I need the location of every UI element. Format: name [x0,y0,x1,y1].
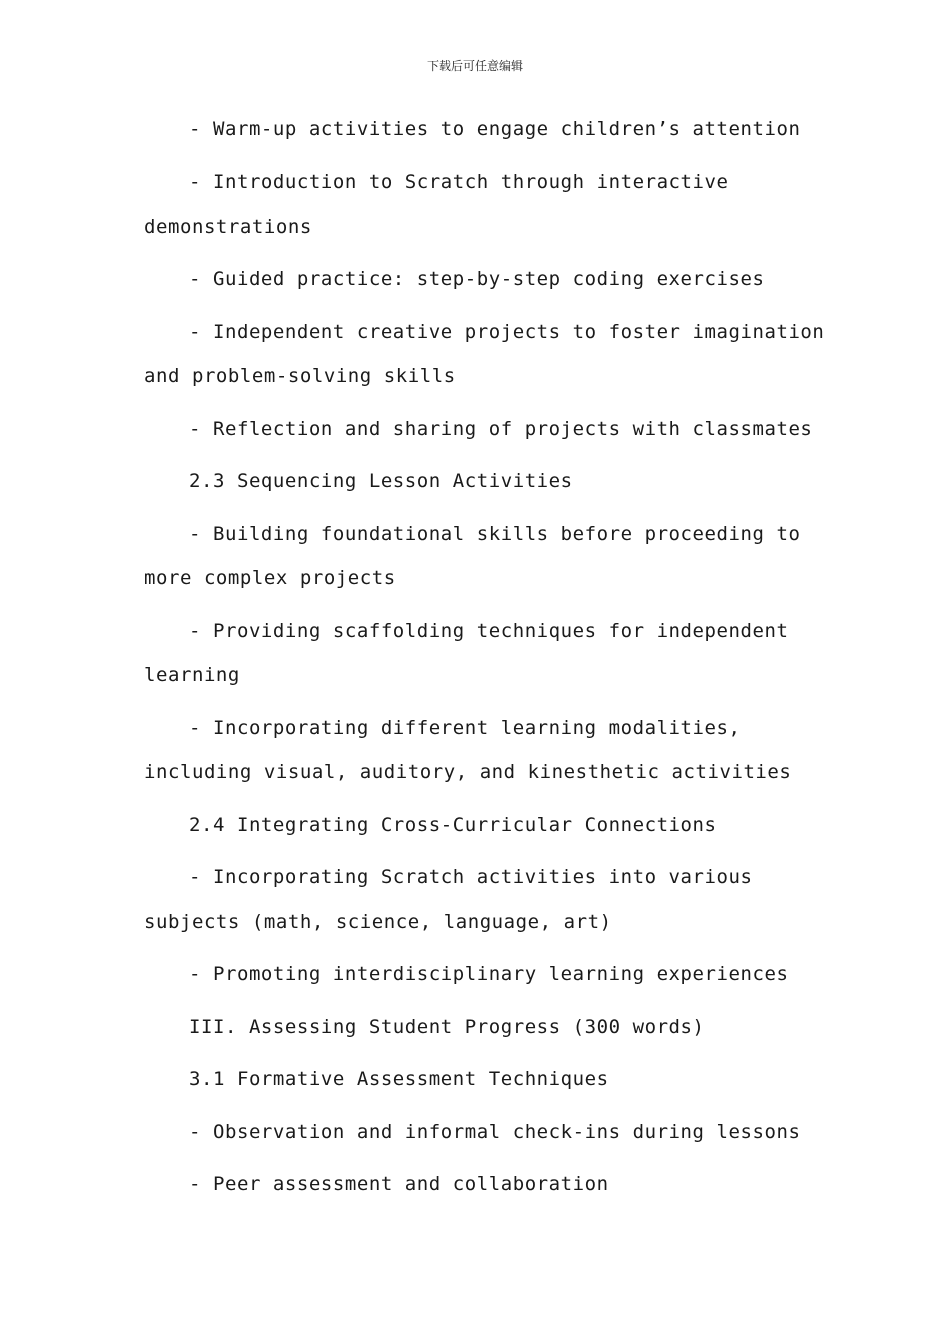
section-heading: 3.1 Formative Assessment Techniques [189,1068,609,1090]
continuation-line: demonstrations [144,216,312,238]
bullet-line: - Building foundational skills before proceeding to [189,523,801,545]
bullet-line: - Providing scaffolding techniques for independent [189,620,789,642]
continuation-line: learning [144,664,240,686]
page-header: 下载后可任意编辑 [426,59,523,73]
chapter-heading: III. Assessing Student Progress (300 words) [189,1016,705,1038]
bullet-line: - Incorporating Scratch activities into various [189,866,753,888]
continuation-line: and problem-solving skills [144,365,456,387]
section-heading: 2.4 Integrating Cross-Curricular Connections [189,814,717,836]
bullet-line: - Incorporating different learning modalities, [189,717,741,739]
section-heading: 2.3 Sequencing Lesson Activities [189,470,573,492]
bullet-line: - Reflection and sharing of projects with classmates [189,418,813,440]
bullet-line: - Peer assessment and collaboration [189,1173,609,1195]
continuation-line: subjects (math, science, language, art) [144,911,612,933]
bullet-line: - Independent creative projects to foster imagination [189,321,825,343]
bullet-line: - Introduction to Scratch through interactive [189,171,729,193]
bullet-line: - Warm-up activities to engage children’s attention [189,118,801,140]
bullet-line: - Observation and informal check-ins during lessons [189,1121,801,1143]
bullet-line: - Promoting interdisciplinary learning experiences [189,963,789,985]
continuation-line: more complex projects [144,567,396,589]
bullet-line: - Guided practice: step-by-step coding exercises [189,268,765,290]
continuation-line: including visual, auditory, and kinesthetic activities [144,761,792,783]
